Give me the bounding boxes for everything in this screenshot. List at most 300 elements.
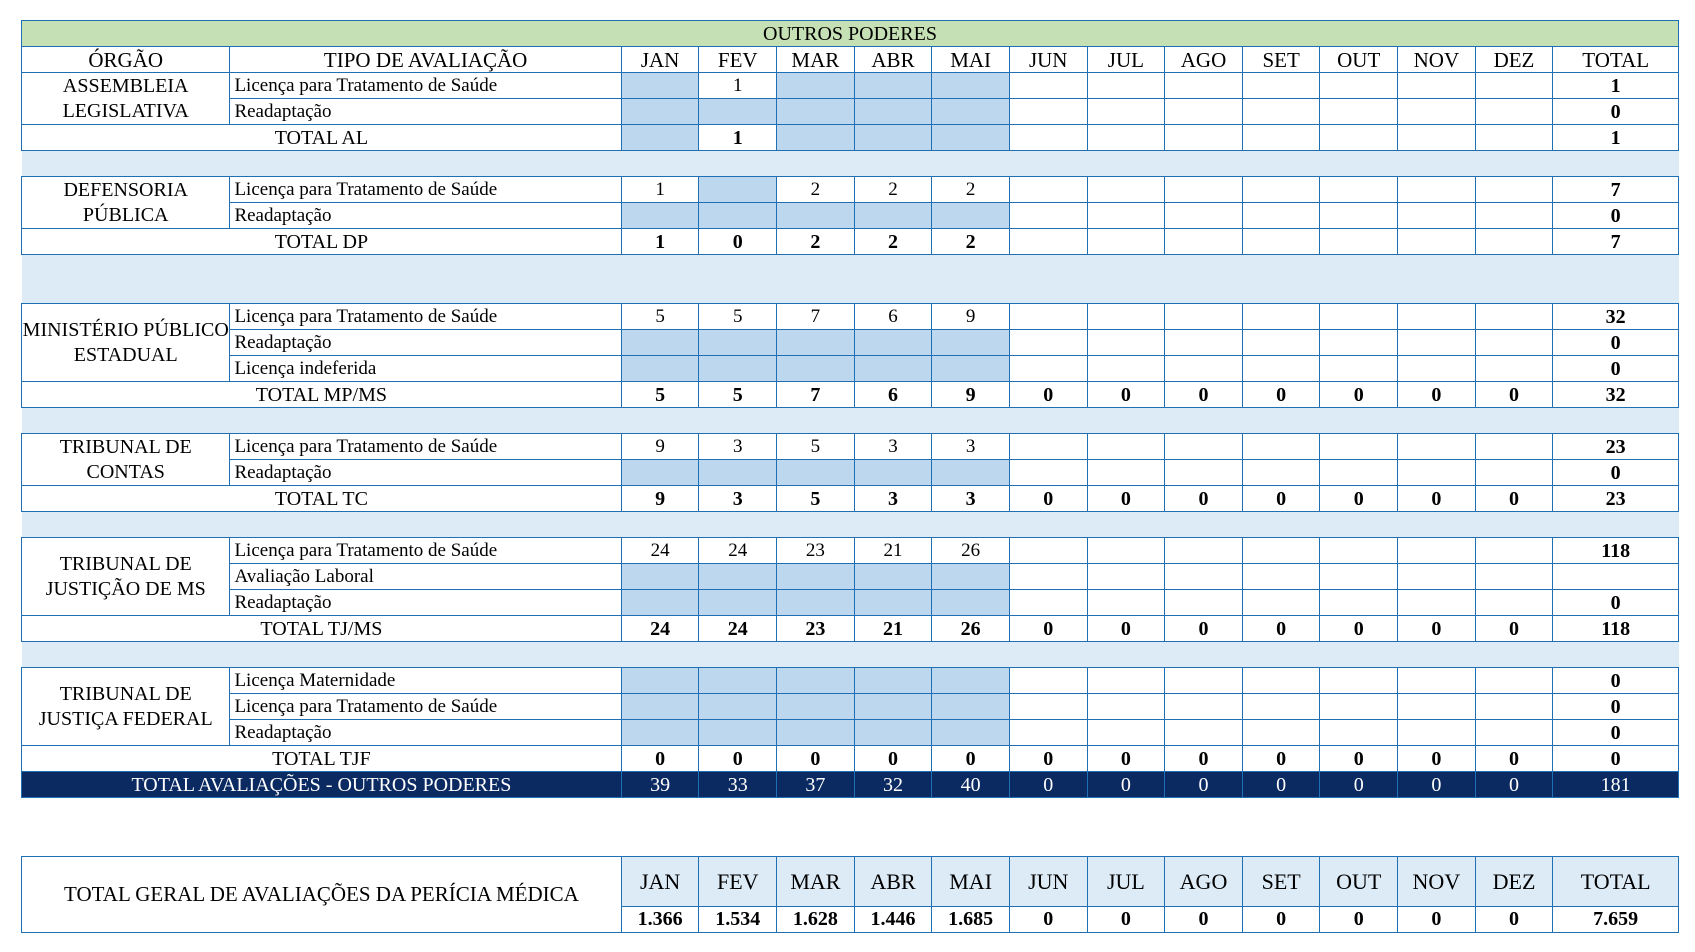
month-value — [621, 668, 699, 694]
month-value — [1009, 99, 1087, 125]
month-value — [854, 99, 932, 125]
group-total-value — [854, 125, 932, 151]
group-grand-total: 118 — [1553, 616, 1679, 642]
group-total-label: TOTAL DP — [22, 229, 622, 255]
group-total-value: 0 — [1398, 382, 1476, 408]
group-total-value: 0 — [1242, 486, 1320, 512]
month-value: 7 — [777, 304, 855, 330]
header-jun: JUN — [1009, 47, 1087, 73]
group-total-value: 23 — [777, 616, 855, 642]
tipo-cell: Licença indeferida — [230, 356, 621, 382]
group-total-row — [22, 746, 1679, 772]
month-value — [1320, 356, 1398, 382]
month-value — [1320, 203, 1398, 229]
month-value — [621, 460, 699, 486]
month-value: 5 — [699, 304, 777, 330]
month-value — [1398, 330, 1476, 356]
month-value — [777, 694, 855, 720]
month-value — [854, 203, 932, 229]
month-value: 24 — [621, 538, 699, 564]
header-ago: AGO — [1165, 47, 1243, 73]
separator-cell — [22, 512, 1679, 538]
summary-month-value: 0 — [1398, 907, 1476, 933]
month-value — [932, 668, 1010, 694]
month-value — [1165, 590, 1243, 616]
month-value: 3 — [699, 434, 777, 460]
month-value — [1009, 694, 1087, 720]
month-value — [1320, 434, 1398, 460]
table-row — [22, 460, 1679, 486]
group-total-value: 1 — [699, 125, 777, 151]
month-value — [1398, 590, 1476, 616]
month-value — [1087, 177, 1165, 203]
grand-total-value: 33 — [699, 772, 777, 798]
month-value — [1242, 538, 1320, 564]
month-value — [1165, 694, 1243, 720]
group-total-value: 5 — [621, 382, 699, 408]
month-value — [699, 203, 777, 229]
group-total-value — [1009, 229, 1087, 255]
group-total-value: 24 — [621, 616, 699, 642]
month-value: 9 — [932, 304, 1010, 330]
group-total-row — [22, 486, 1679, 512]
row-total — [1553, 564, 1679, 590]
orgao-cell: TRIBUNAL DE CONTAS — [22, 434, 230, 486]
month-value — [932, 590, 1010, 616]
group-total-value: 0 — [1475, 746, 1553, 772]
header-abr: ABR — [854, 47, 932, 73]
separator-cell — [22, 151, 1679, 177]
group-total-row — [22, 229, 1679, 255]
group-total-value: 0 — [1009, 746, 1087, 772]
group-total-row — [22, 616, 1679, 642]
grand-total-value: 0 — [1087, 772, 1165, 798]
summary-month-header: MAI — [932, 857, 1010, 907]
header-out: OUT — [1320, 47, 1398, 73]
group-total-value: 0 — [1087, 486, 1165, 512]
month-value — [932, 99, 1010, 125]
month-value — [777, 73, 855, 99]
summary-header-row — [22, 857, 1679, 907]
row-total: 0 — [1553, 590, 1679, 616]
header-dez: DEZ — [1475, 47, 1553, 73]
group-total-value: 9 — [621, 486, 699, 512]
group-total-value — [1242, 125, 1320, 151]
month-value — [1242, 99, 1320, 125]
tipo-cell: Licença para Tratamento de Saúde — [230, 73, 621, 99]
tipo-cell: Readaptação — [230, 99, 621, 125]
month-value — [699, 720, 777, 746]
separator-cell — [22, 255, 1679, 304]
month-value — [932, 694, 1010, 720]
group-total-value — [621, 125, 699, 151]
tipo-cell: Avaliação Laboral — [230, 564, 621, 590]
month-value — [1475, 330, 1553, 356]
group-total-value: 0 — [1242, 382, 1320, 408]
grand-total-value: 39 — [621, 772, 699, 798]
month-value — [699, 694, 777, 720]
group-total-value: 0 — [1475, 616, 1553, 642]
group-total-value: 0 — [1165, 382, 1243, 408]
separator-cell — [22, 642, 1679, 668]
month-value — [1009, 720, 1087, 746]
month-value — [699, 564, 777, 590]
header-orgao: ÓRGÃO — [22, 47, 230, 73]
group-grand-total: 23 — [1553, 486, 1679, 512]
separator-cell — [22, 408, 1679, 434]
row-total: 0 — [1553, 720, 1679, 746]
month-value — [1087, 330, 1165, 356]
month-value — [1475, 356, 1553, 382]
group-total-value — [1087, 125, 1165, 151]
month-value — [1398, 177, 1476, 203]
month-value: 2 — [932, 177, 1010, 203]
summary-total-header: TOTAL — [1553, 857, 1679, 907]
grand-total-sum: 181 — [1553, 772, 1679, 798]
summary-month-value: 1.446 — [854, 907, 932, 933]
month-value — [1009, 564, 1087, 590]
summary-month-value: 0 — [1009, 907, 1087, 933]
month-value — [1165, 668, 1243, 694]
month-value — [1475, 177, 1553, 203]
group-total-value: 0 — [1475, 382, 1553, 408]
group-grand-total: 0 — [1553, 746, 1679, 772]
tipo-cell: Licença para Tratamento de Saúde — [230, 538, 621, 564]
grand-total-value: 0 — [1242, 772, 1320, 798]
tipo-cell: Licença para Tratamento de Saúde — [230, 177, 621, 203]
table-row — [22, 304, 1679, 330]
group-total-value: 0 — [621, 746, 699, 772]
group-total-value: 0 — [854, 746, 932, 772]
month-value: 5 — [777, 434, 855, 460]
group-total-value: 0 — [1165, 616, 1243, 642]
month-value — [699, 177, 777, 203]
summary-month-header: JUN — [1009, 857, 1087, 907]
tipo-cell: Licença para Tratamento de Saúde — [230, 304, 621, 330]
grand-total-value: 0 — [1398, 772, 1476, 798]
header-fev: FEV — [699, 47, 777, 73]
month-value — [1242, 73, 1320, 99]
month-value — [1009, 590, 1087, 616]
month-value — [1165, 720, 1243, 746]
month-value — [699, 590, 777, 616]
month-value — [1009, 356, 1087, 382]
month-value — [777, 590, 855, 616]
group-total-value: 1 — [621, 229, 699, 255]
month-value — [1242, 304, 1320, 330]
grand-total-value: 0 — [1475, 772, 1553, 798]
group-total-value — [1475, 229, 1553, 255]
month-value — [621, 694, 699, 720]
month-value — [932, 460, 1010, 486]
month-value — [1320, 460, 1398, 486]
header-mai: MAI — [932, 47, 1010, 73]
month-value — [1320, 538, 1398, 564]
month-value — [1165, 73, 1243, 99]
tipo-cell: Licença para Tratamento de Saúde — [230, 694, 621, 720]
group-total-value — [1475, 125, 1553, 151]
month-value — [854, 694, 932, 720]
month-value — [1398, 668, 1476, 694]
month-value — [854, 668, 932, 694]
grand-total-value: 0 — [1009, 772, 1087, 798]
separator-row — [22, 642, 1679, 668]
group-total-value — [1320, 229, 1398, 255]
month-value — [1242, 177, 1320, 203]
month-value — [1475, 73, 1553, 99]
separator-row — [22, 255, 1679, 304]
group-total-value: 0 — [1320, 382, 1398, 408]
month-value — [621, 564, 699, 590]
month-value — [1320, 590, 1398, 616]
month-value — [1165, 177, 1243, 203]
group-total-value: 0 — [1009, 616, 1087, 642]
tipo-cell: Readaptação — [230, 720, 621, 746]
month-value — [1009, 177, 1087, 203]
month-value — [1165, 564, 1243, 590]
separator-row — [22, 408, 1679, 434]
month-value — [1398, 538, 1476, 564]
month-value — [1165, 538, 1243, 564]
group-total-value: 0 — [1242, 746, 1320, 772]
group-total-value: 3 — [854, 486, 932, 512]
month-value — [1009, 304, 1087, 330]
group-grand-total: 32 — [1553, 382, 1679, 408]
group-total-value: 0 — [1087, 616, 1165, 642]
month-value — [1242, 203, 1320, 229]
month-value — [932, 203, 1010, 229]
month-value — [1165, 356, 1243, 382]
group-total-value: 5 — [699, 382, 777, 408]
month-value — [1320, 330, 1398, 356]
month-value — [1242, 694, 1320, 720]
summary-month-value: 1.628 — [777, 907, 855, 933]
group-total-value: 0 — [1009, 486, 1087, 512]
month-value — [1398, 720, 1476, 746]
group-total-label: TOTAL TC — [22, 486, 622, 512]
group-total-value: 7 — [777, 382, 855, 408]
month-value — [1087, 356, 1165, 382]
group-total-value — [932, 125, 1010, 151]
group-total-value: 0 — [1242, 616, 1320, 642]
month-value — [932, 564, 1010, 590]
month-value: 1 — [699, 73, 777, 99]
month-value — [1398, 304, 1476, 330]
group-total-label: TOTAL TJF — [22, 746, 622, 772]
month-value — [1320, 720, 1398, 746]
month-value — [1475, 99, 1553, 125]
month-value — [1242, 720, 1320, 746]
group-total-value: 24 — [699, 616, 777, 642]
month-value — [1475, 668, 1553, 694]
month-value — [1242, 590, 1320, 616]
month-value — [1165, 460, 1243, 486]
month-value — [854, 330, 932, 356]
month-value — [1165, 99, 1243, 125]
summary-month-value: 1.685 — [932, 907, 1010, 933]
header-total: TOTAL — [1553, 47, 1679, 73]
summary-month-header: JAN — [621, 857, 699, 907]
month-value — [1475, 203, 1553, 229]
month-value — [854, 720, 932, 746]
orgao-cell: ASSEMBLEIA LEGISLATIVA — [22, 73, 230, 125]
summary-month-value: 1.366 — [621, 907, 699, 933]
month-value: 9 — [621, 434, 699, 460]
month-value — [1475, 538, 1553, 564]
month-value — [932, 73, 1010, 99]
table-row — [22, 177, 1679, 203]
month-value — [1087, 668, 1165, 694]
row-total: 0 — [1553, 99, 1679, 125]
month-value — [854, 460, 932, 486]
group-total-value: 9 — [932, 382, 1010, 408]
month-value — [621, 330, 699, 356]
group-total-value — [1087, 229, 1165, 255]
month-value — [1475, 694, 1553, 720]
month-value — [1242, 564, 1320, 590]
month-value — [1087, 590, 1165, 616]
grand-total-value: 0 — [1165, 772, 1243, 798]
month-value — [1242, 356, 1320, 382]
month-value: 1 — [621, 177, 699, 203]
orgao-cell: DEFENSORIA PÚBLICA — [22, 177, 230, 229]
table-row — [22, 590, 1679, 616]
month-value — [1320, 177, 1398, 203]
month-value — [1398, 203, 1476, 229]
summary-month-header: FEV — [699, 857, 777, 907]
table-row — [22, 73, 1679, 99]
month-value — [1009, 330, 1087, 356]
month-value — [1165, 330, 1243, 356]
month-value: 5 — [621, 304, 699, 330]
group-total-value — [1320, 125, 1398, 151]
row-total: 118 — [1553, 538, 1679, 564]
month-value — [1242, 668, 1320, 694]
group-total-row — [22, 382, 1679, 408]
row-total: 0 — [1553, 460, 1679, 486]
grand-total-value: 0 — [1320, 772, 1398, 798]
group-total-row — [22, 125, 1679, 151]
summary-month-value: 0 — [1475, 907, 1553, 933]
tipo-cell: Licença Maternidade — [230, 668, 621, 694]
group-total-value — [1009, 125, 1087, 151]
month-value — [1320, 73, 1398, 99]
month-value — [777, 356, 855, 382]
group-total-value: 0 — [1087, 746, 1165, 772]
month-value — [1087, 538, 1165, 564]
table-row — [22, 668, 1679, 694]
month-value — [1242, 434, 1320, 460]
month-value — [699, 460, 777, 486]
summary-month-value: 0 — [1242, 907, 1320, 933]
tipo-cell: Readaptação — [230, 460, 621, 486]
header-jan: JAN — [621, 47, 699, 73]
summary-month-header: DEZ — [1475, 857, 1553, 907]
month-value — [932, 330, 1010, 356]
month-value — [1320, 668, 1398, 694]
month-value — [1165, 203, 1243, 229]
group-total-label: TOTAL AL — [22, 125, 622, 151]
summary-month-value: 0 — [1320, 907, 1398, 933]
group-total-value: 6 — [854, 382, 932, 408]
group-total-value: 0 — [932, 746, 1010, 772]
row-total: 1 — [1553, 73, 1679, 99]
month-value — [1398, 356, 1476, 382]
grand-total-label: TOTAL AVALIAÇÕES - OUTROS PODERES — [22, 772, 622, 798]
summary-month-header: ABR — [854, 857, 932, 907]
group-total-value: 3 — [699, 486, 777, 512]
group-grand-total: 1 — [1553, 125, 1679, 151]
group-total-value — [1165, 229, 1243, 255]
month-value — [1320, 564, 1398, 590]
month-value — [777, 203, 855, 229]
month-value — [621, 73, 699, 99]
summary-month-value: 0 — [1165, 907, 1243, 933]
table-row — [22, 538, 1679, 564]
row-total: 32 — [1553, 304, 1679, 330]
month-value — [699, 99, 777, 125]
grand-total-value: 32 — [854, 772, 932, 798]
group-total-value: 0 — [699, 746, 777, 772]
summary-month-value: 1.534 — [699, 907, 777, 933]
month-value: 2 — [777, 177, 855, 203]
header-set: SET — [1242, 47, 1320, 73]
month-value — [932, 356, 1010, 382]
row-total: 23 — [1553, 434, 1679, 460]
month-value — [1398, 99, 1476, 125]
month-value: 26 — [932, 538, 1010, 564]
group-total-value: 0 — [1165, 746, 1243, 772]
month-value — [699, 330, 777, 356]
month-value — [777, 460, 855, 486]
month-value — [699, 668, 777, 694]
header-tipo: TIPO DE AVALIAÇÃO — [230, 47, 621, 73]
row-total: 0 — [1553, 356, 1679, 382]
table-row — [22, 720, 1679, 746]
grand-total-value: 40 — [932, 772, 1010, 798]
month-value: 2 — [854, 177, 932, 203]
group-total-value: 2 — [777, 229, 855, 255]
month-value — [621, 203, 699, 229]
month-value — [777, 564, 855, 590]
header-mar: MAR — [777, 47, 855, 73]
month-value — [1475, 564, 1553, 590]
orgao-cell: TRIBUNAL DE JUSTIÇA FEDERAL — [22, 668, 230, 746]
month-value: 6 — [854, 304, 932, 330]
group-total-value: 2 — [854, 229, 932, 255]
group-total-value: 21 — [854, 616, 932, 642]
summary-month-header: NOV — [1398, 857, 1476, 907]
tipo-cell: Readaptação — [230, 203, 621, 229]
tipo-cell: Licença para Tratamento de Saúde — [230, 434, 621, 460]
month-value: 23 — [777, 538, 855, 564]
row-total: 0 — [1553, 330, 1679, 356]
summary-label: TOTAL GERAL DE AVALIAÇÕES DA PERÍCIA MÉDICA — [22, 857, 622, 933]
month-value — [1009, 538, 1087, 564]
month-value — [1165, 304, 1243, 330]
summary-total-value: 7.659 — [1553, 907, 1679, 933]
month-value — [932, 720, 1010, 746]
group-total-value: 0 — [1475, 486, 1553, 512]
month-value — [1009, 434, 1087, 460]
group-total-value: 0 — [1320, 616, 1398, 642]
group-total-value: 0 — [1320, 486, 1398, 512]
month-value — [1087, 304, 1165, 330]
month-value — [1009, 73, 1087, 99]
group-total-label: TOTAL TJ/MS — [22, 616, 622, 642]
header-row — [22, 47, 1679, 73]
month-value — [1320, 304, 1398, 330]
